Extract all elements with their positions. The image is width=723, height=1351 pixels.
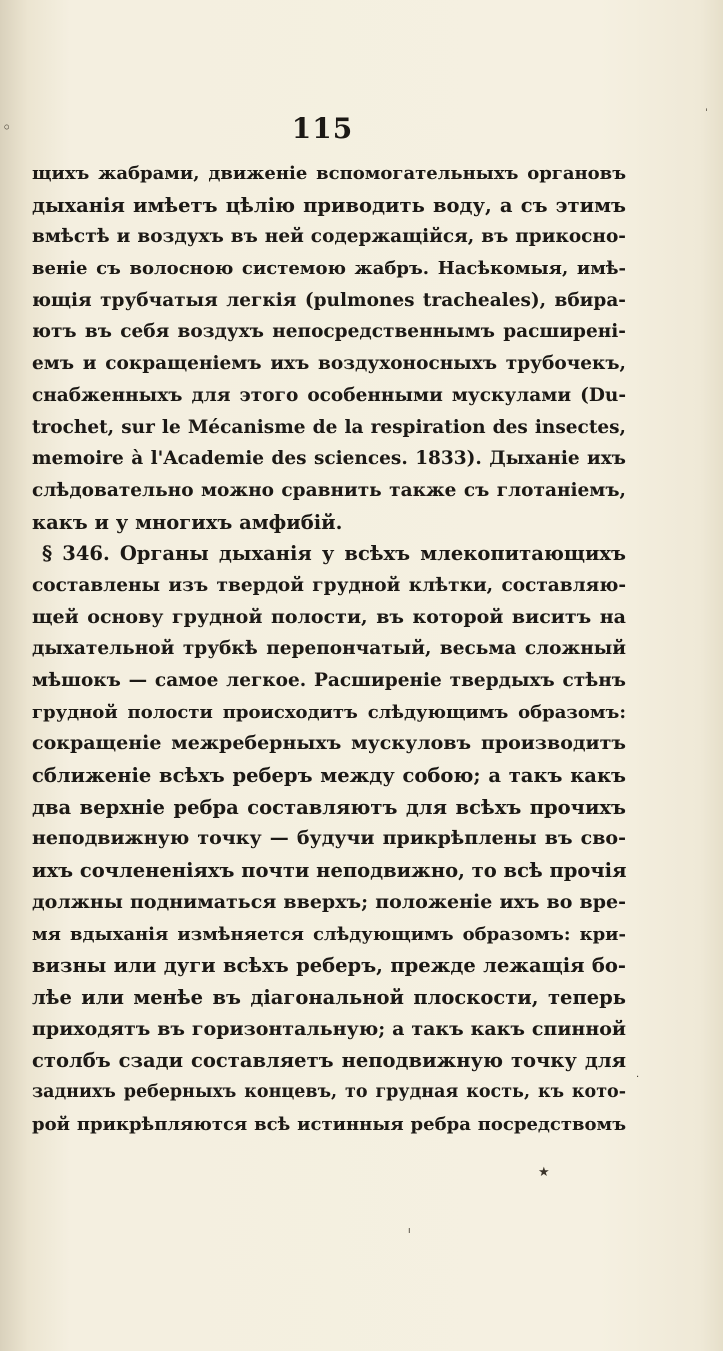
text-line: венiе съ волосною системою жабръ. Насѣкомыя, имѣ- [32, 258, 626, 280]
text-line: визны или дуги всѣхъ реберъ, прежде лежащiя бо- [32, 954, 626, 978]
text-line: лѣе или менѣе въ дiагональной плоскости, теперь [32, 985, 626, 1009]
text-line: рой прикрѣпляются всѣ истинныя ребра посредствомъ [32, 1113, 626, 1135]
signature-star-mark: ★ [538, 1165, 550, 1180]
page-number: 115 [291, 112, 354, 145]
margin-dot-mark: · [636, 1072, 640, 1083]
text-line: ющiя трубчатыя легкiя (pulmones tracheales), вбира- [32, 289, 626, 311]
text-line: memoire à l'Academie des sciences. 1833). Дыханiе ихъ [32, 448, 626, 470]
text-line: дыханiя имѣетъ цѣлiю приводить воду, а съ этимъ [32, 193, 626, 217]
text-line: вмѣстѣ и воздухъ въ ней содержащiйся, въ прикосно- [32, 226, 626, 248]
paragraph-start-line: § 346. Органы дыханiя у всѣхъ млекопитающихъ [42, 542, 626, 566]
text-line: ихъ сочлененiяхъ почти неподвижно, то всѣ прочiя [32, 859, 626, 883]
text-line: два верхнiе ребра составляютъ для всѣхъ прочихъ [32, 795, 626, 819]
text-line: trochet, sur le Mécanisme de la respiration des insectes, [32, 416, 626, 438]
text-line: ютъ въ себя воздухъ непосредственнымъ расширенi- [32, 321, 626, 343]
text-line: какъ и у многихъ амфибiй. [32, 510, 343, 534]
text-line: грудной полости происходитъ слѣдующимъ образомъ: [32, 701, 626, 723]
text-line: приходятъ въ горизонтальную; а такъ какъ спинной [32, 1017, 626, 1040]
text-line: заднихъ реберныхъ концевъ, то грудная кость, къ кото- [32, 1081, 626, 1102]
text-line: щей основу грудной полости, въ которой виситъ на [32, 605, 626, 628]
text-line: столбъ сзади составляетъ неподвижную точку для [32, 1049, 626, 1073]
text-line: должны подниматься вверхъ; положенiе ихъ во вре- [32, 890, 626, 913]
text-line: щихъ жабрами, движенiе вспомогательныхъ органовъ [32, 163, 626, 184]
margin-tick-mark: ˈ [705, 108, 708, 119]
margin-tiny-mark: ı [408, 1226, 411, 1236]
body-text [32, 158, 626, 1140]
text-line: снабженныхъ для этого особенными мускулами (Du- [32, 384, 626, 406]
text-line: сокращенiе межреберныхъ мускуловъ производитъ [32, 732, 626, 755]
text-line: емъ и сокращенiемъ ихъ воздухоносныхъ трубочекъ, [32, 353, 626, 375]
text-line: неподвижную точку — будучи прикрѣплены въ сво- [32, 827, 626, 850]
text-line: мя вдыханiя измѣняется слѣдующимъ образомъ: кри- [32, 923, 626, 945]
text-line: дыхательной трубкѣ перепончатый, весьма сложный [32, 638, 626, 660]
text-line: мѣшокъ — самое легкое. Расширенiе твердыхъ стѣнъ [32, 670, 626, 691]
margin-ring-mark: ◦ [2, 118, 12, 137]
text-line: сближенiе всѣхъ реберъ между собою; а такъ какъ [32, 764, 626, 788]
text-line: слѣдовательно можно сравнить также съ глотанiемъ, [32, 479, 626, 501]
text-line: составлены изъ твердой грудной клѣтки, составляю- [32, 574, 626, 596]
